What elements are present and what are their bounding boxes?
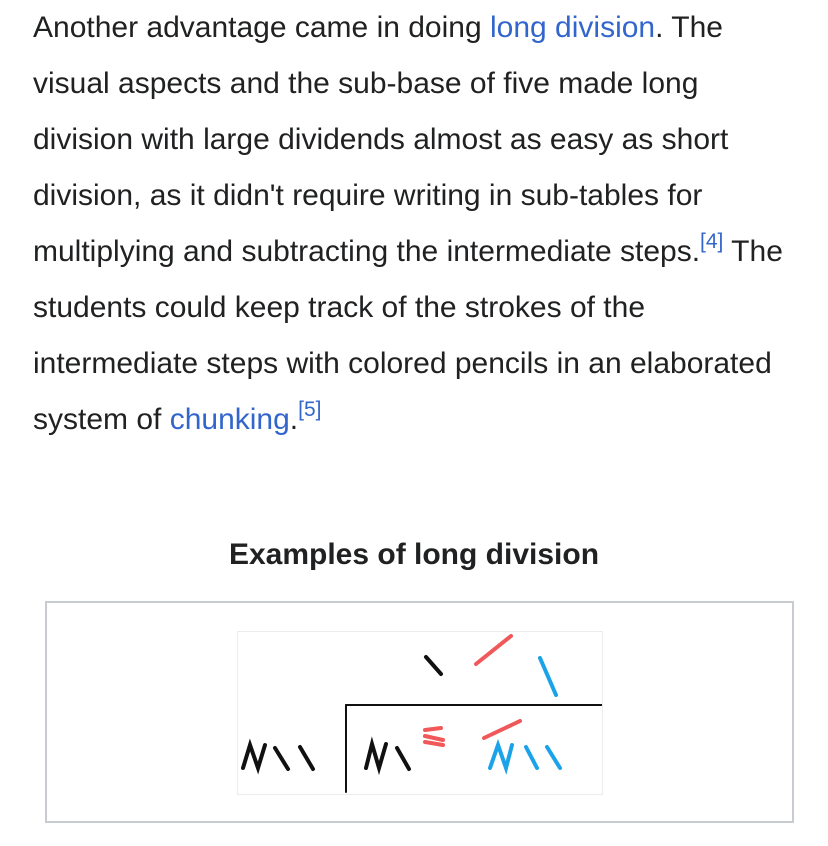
- long-division-link[interactable]: long division: [490, 11, 656, 44]
- figure-caption: Examples of long division: [228, 538, 600, 571]
- divisor-stroke: [275, 748, 288, 769]
- chunking-link[interactable]: chunking: [169, 403, 290, 436]
- dividend-stroke: [366, 744, 386, 768]
- subtraction-red-stroke: [425, 736, 443, 740]
- subtraction-red-stroke: [484, 721, 520, 738]
- subtraction-red-stroke: [425, 742, 443, 745]
- quotient-blue-stroke: [540, 658, 556, 695]
- paragraph-text: The students could keep track of the strokes of the intermediate steps with colored pencils in an elaborated system of: [33, 235, 783, 436]
- quotient-black-stroke: [426, 657, 441, 674]
- paragraph-text: .: [289, 403, 299, 436]
- paragraph-text: Another advantage came in doing: [33, 11, 490, 44]
- divisor-stroke: [300, 747, 313, 769]
- paragraph-text: . The visual aspects and the sub-base of five made long division with large dividends almost as easy as short division, as it didn't require writing in sub-tables for multiplying and subtracting the intermediate steps.: [33, 11, 729, 268]
- long-division-strokes-svg: [238, 632, 602, 794]
- dividend-blue-stroke: [490, 745, 512, 768]
- reference-5-link[interactable]: [5]: [298, 398, 322, 421]
- divisor-stroke: [243, 745, 265, 768]
- reference-4-link[interactable]: [4]: [700, 230, 724, 253]
- quotient-red-stroke: [476, 636, 511, 664]
- long-division-figure[interactable]: [237, 631, 603, 795]
- subtraction-red-stroke: [425, 728, 441, 730]
- dividend-blue-stroke: [547, 747, 560, 768]
- dividend-blue-stroke: [526, 747, 537, 768]
- dividend-stroke: [397, 748, 409, 769]
- article-paragraph: [33, 0, 803, 448]
